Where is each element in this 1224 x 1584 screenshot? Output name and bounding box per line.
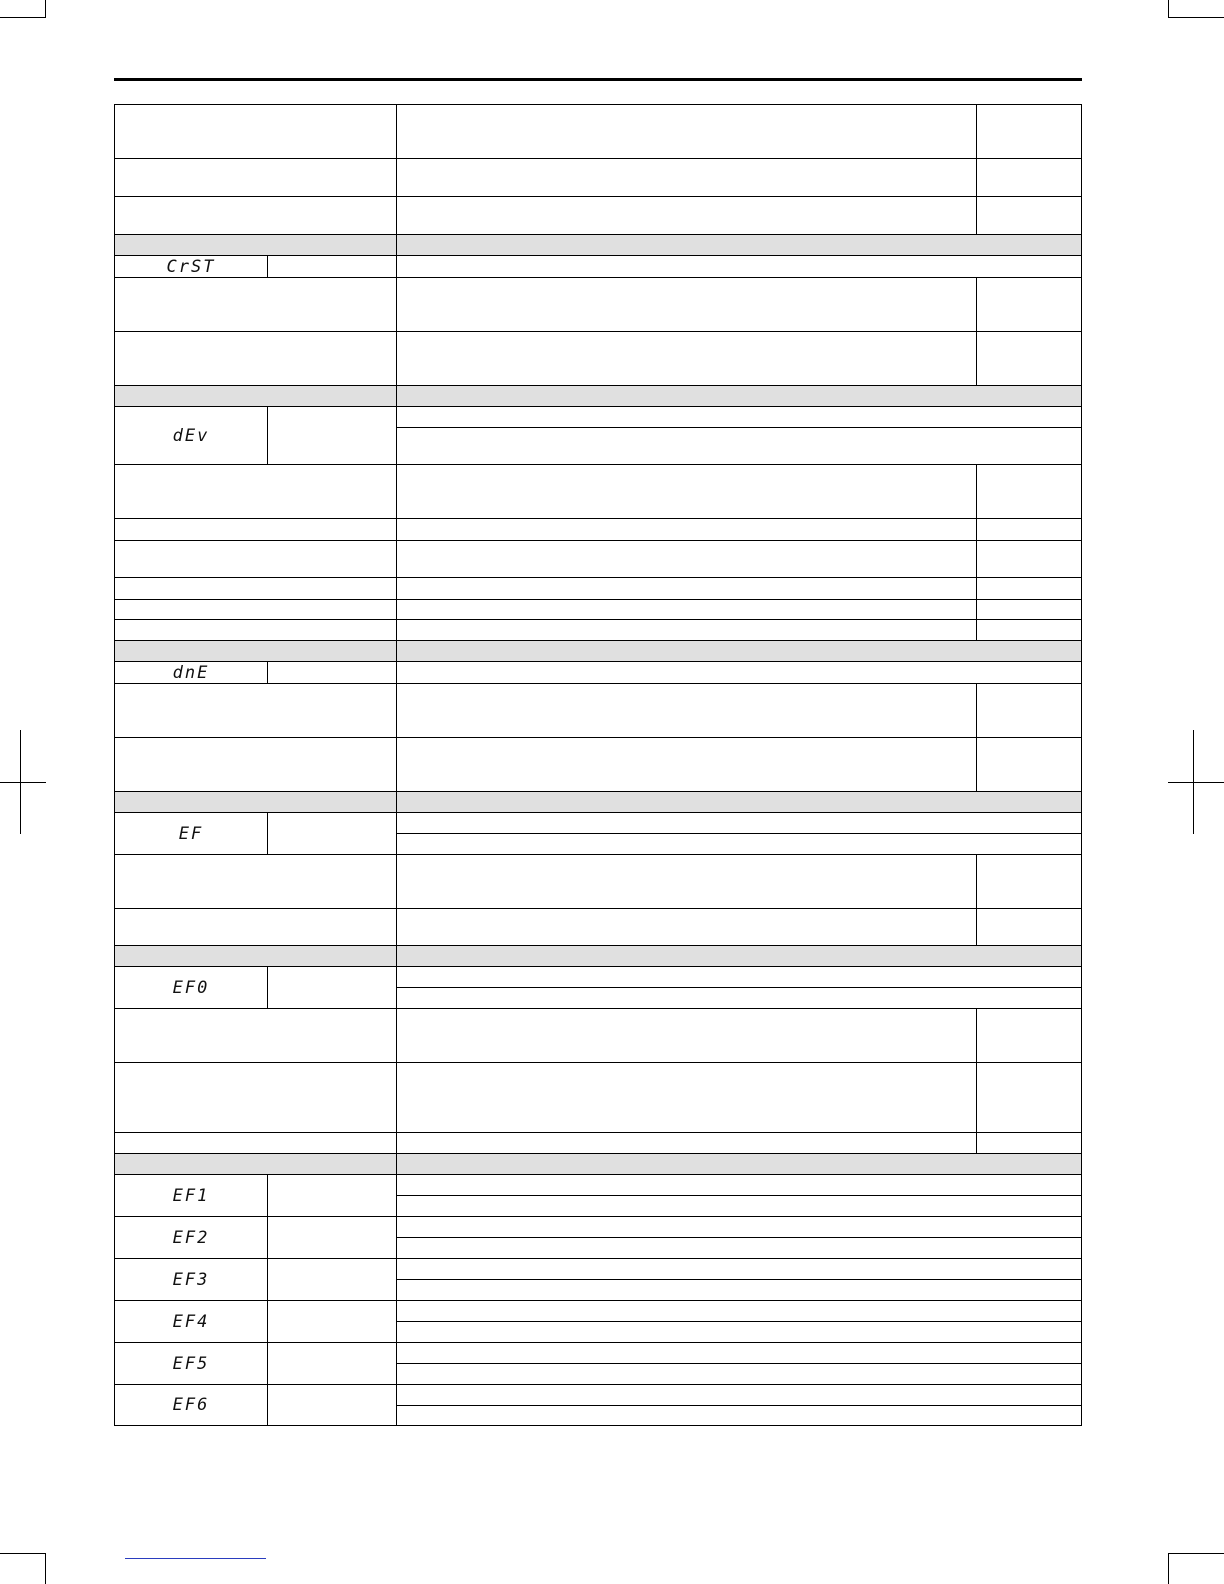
cause-row [115,464,1081,518]
table-header-row [115,945,1081,966]
fault-code: CrST [166,256,216,277]
crop-mark [45,0,46,17]
fault-code: EF4 [172,1311,210,1332]
cause-row [115,908,1081,945]
crop-mark [0,782,46,783]
crop-mark [1168,782,1224,783]
cause-row [115,683,1081,737]
cause-row [115,540,1081,577]
table-header-row [115,791,1081,812]
cause-row [115,105,1081,158]
fault-code: EF1 [172,1185,210,1206]
cause-row [115,277,1081,331]
cause-row [115,1062,1081,1132]
fault-code: dnE [172,662,210,683]
fault-row-ef [115,812,1081,854]
cause-row [115,577,1081,599]
cause-row [115,854,1081,908]
cause-row [115,619,1081,640]
cause-row [115,599,1081,619]
fault-row-ef6 [115,1384,1081,1425]
crop-mark [1168,0,1169,17]
fault-row-ef4 [115,1300,1081,1342]
crop-mark [1168,1553,1169,1584]
table-header-row [115,1153,1081,1174]
fault-code: EF6 [172,1395,210,1415]
fault-row-ef3 [115,1258,1081,1300]
cause-row [115,1008,1081,1062]
fault-row-ef2 [115,1216,1081,1258]
fault-code: EF2 [172,1227,210,1248]
cause-row [115,196,1081,234]
fault-code: EF [178,823,204,844]
header-rule [114,78,1082,81]
crop-mark [1168,17,1224,18]
fault-row-dev [115,406,1081,464]
table-header-row [115,640,1081,661]
cause-row [115,518,1081,540]
fault-row-ef1 [115,1174,1081,1216]
footer-link[interactable] [125,1558,266,1559]
cause-row [115,1132,1081,1153]
fault-row-ef5 [115,1342,1081,1384]
fault-row-crst [115,255,1081,277]
crop-mark [45,1553,46,1584]
crop-mark [0,17,46,18]
fault-row-ef0 [115,966,1081,1008]
cause-row [115,158,1081,196]
fault-code: EF5 [172,1353,210,1374]
crop-mark [1168,1553,1224,1554]
fault-code: EF3 [172,1269,210,1290]
fault-code: EF0 [172,977,210,998]
fault-table [114,104,1082,1426]
fault-row-dne [115,661,1081,683]
crop-mark [0,1553,46,1554]
cause-row [115,331,1081,385]
cause-row [115,737,1081,791]
fault-code: dEv [172,425,210,446]
table-header-row [115,385,1081,406]
table-header-row [115,234,1081,255]
